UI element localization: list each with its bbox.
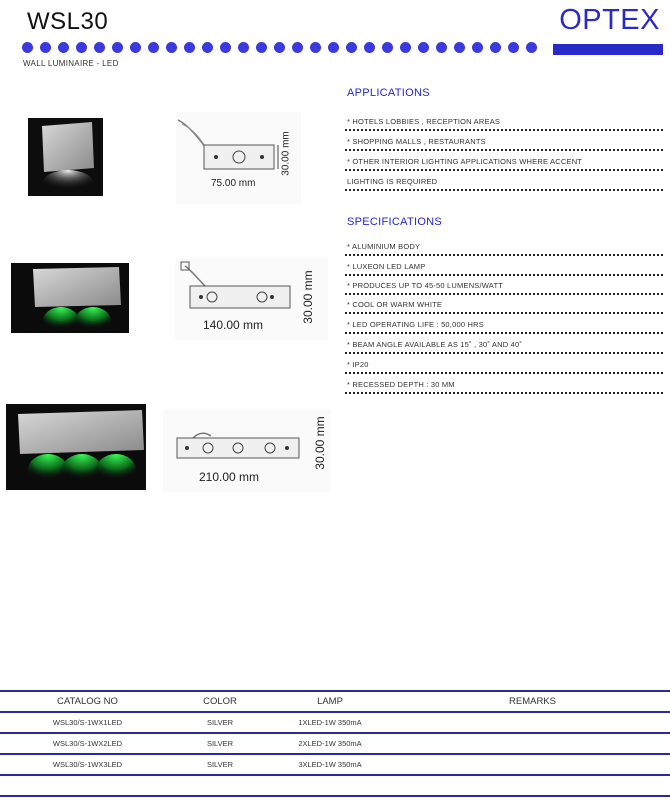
- dot-ornament: [94, 42, 105, 53]
- dot-ornament: [238, 42, 249, 53]
- product-photo-3led: [6, 404, 146, 490]
- application-item: * SHOPPING MALLS , RESTAURANTS: [345, 131, 663, 151]
- dot-ornament: [184, 42, 195, 53]
- luminaire-2led-image: [11, 263, 129, 333]
- subtitle: WALL LUMINAIRE - LED: [23, 59, 119, 68]
- dot-ornament: [274, 42, 285, 53]
- dimension-drawing-3led: [163, 410, 331, 492]
- dimension-drawing-1led: [176, 112, 301, 204]
- dimension-width-1led: 75.00 mm: [211, 178, 256, 189]
- product-photo-2led: [11, 263, 129, 333]
- brand-logo: OPTEX: [559, 4, 660, 36]
- spec-item: * BEAM ANGLE AVAILABLE AS 15˚ , 30˚ AND 40˚: [345, 334, 663, 354]
- dot-ornament: [418, 42, 429, 53]
- spec-item: * COOL OR WARM WHITE: [345, 294, 663, 314]
- catalog-table: [0, 690, 670, 776]
- spec-item: * LUXEON LED LAMP: [345, 256, 663, 276]
- applications-heading: APPLICATIONS: [347, 87, 430, 99]
- dot-ornament: [292, 42, 303, 53]
- spec-item: * PRODUCES UP TO 45-50 LUMENS/WATT: [345, 275, 663, 295]
- brand-bar: [553, 44, 663, 55]
- spec-item: * LED OPERATING LIFE : 50,000 HRS: [345, 314, 663, 334]
- dot-ornament: [400, 42, 411, 53]
- dimension-width-3led: 210.00 mm: [199, 470, 260, 484]
- col-header-remarks: REMARKS: [509, 696, 556, 707]
- dimension-height-1led: 30.00 mm: [280, 131, 292, 176]
- luminaire-1led-image: [28, 118, 103, 196]
- catalog-no-cell: WSL30/S-1WX2LED: [52, 739, 123, 748]
- specifications-heading: SPECIFICATIONS: [347, 216, 443, 228]
- spec-item: * RECESSED DEPTH : 30 MM: [345, 374, 663, 394]
- col-header-catalog-no: CATALOG NO: [57, 696, 118, 707]
- color-cell: SILVER: [206, 760, 234, 769]
- application-item: * HOTELS LOBBIES , RECEPTION AREAS: [345, 111, 663, 131]
- dot-ornament: [202, 42, 213, 53]
- dot-ornament: [40, 42, 51, 53]
- dimension-width-2led: 140.00 mm: [203, 318, 264, 332]
- dot-ornament: [310, 42, 321, 53]
- dot-ornament: [364, 42, 375, 53]
- dot-ornament: [166, 42, 177, 53]
- catalog-header-row: [0, 691, 670, 712]
- dot-ornament: [58, 42, 69, 53]
- dot-ornament: [382, 42, 393, 53]
- spec-item: * ALUMINIUM BODY: [345, 236, 663, 256]
- dot-ornament: [76, 42, 87, 53]
- dot-ornament: [328, 42, 339, 53]
- dimension-drawing-2led: [175, 258, 328, 340]
- table-row: [0, 733, 670, 754]
- table-row: [0, 712, 670, 733]
- model-title: WSL30: [27, 8, 109, 35]
- dot-ornament: [472, 42, 483, 53]
- dot-ornament: [436, 42, 447, 53]
- lamp-cell: 3XLED-1W 350mA: [298, 760, 362, 769]
- dot-ornament: [256, 42, 267, 53]
- catalog-no-cell: WSL30/S-1WX1LED: [52, 718, 123, 727]
- dot-ornament: [508, 42, 519, 53]
- product-photo-1led: [28, 118, 103, 196]
- footer-rule: [0, 795, 670, 797]
- dot-ornament: [112, 42, 123, 53]
- remarks-cell: [395, 712, 670, 733]
- dot-ornament: [148, 42, 159, 53]
- color-cell: SILVER: [206, 739, 234, 748]
- dimension-height-3led: 30.00 mm: [313, 416, 327, 470]
- table-row: [0, 754, 670, 775]
- dot-ornament: [454, 42, 465, 53]
- dot-ornament: [490, 42, 501, 53]
- col-header-lamp: LAMP: [317, 696, 343, 707]
- luminaire-3led-image: [6, 404, 146, 490]
- remarks-cell: [395, 733, 670, 754]
- col-header-color: COLOR: [203, 696, 237, 707]
- dot-ornament: [346, 42, 357, 53]
- color-cell: SILVER: [206, 718, 234, 727]
- dot-ornament: [526, 42, 537, 53]
- lamp-cell: 1XLED-1W 350mA: [298, 718, 362, 727]
- lamp-cell: 2XLED-1W 350mA: [298, 739, 362, 748]
- dot-ornament: [130, 42, 141, 53]
- application-item: * OTHER INTERIOR LIGHTING APPLICATIONS WHERE ACCENT: [345, 151, 663, 171]
- catalog-no-cell: WSL30/S-1WX3LED: [52, 760, 123, 769]
- dimension-height-2led: 30.00 mm: [301, 270, 315, 324]
- dot-ornament: [22, 42, 33, 53]
- dot-ornament: [220, 42, 231, 53]
- remarks-cell: [395, 754, 670, 775]
- spec-item: * IP20: [345, 354, 663, 374]
- application-item: LIGHTING IS REQUIRED: [345, 171, 663, 191]
